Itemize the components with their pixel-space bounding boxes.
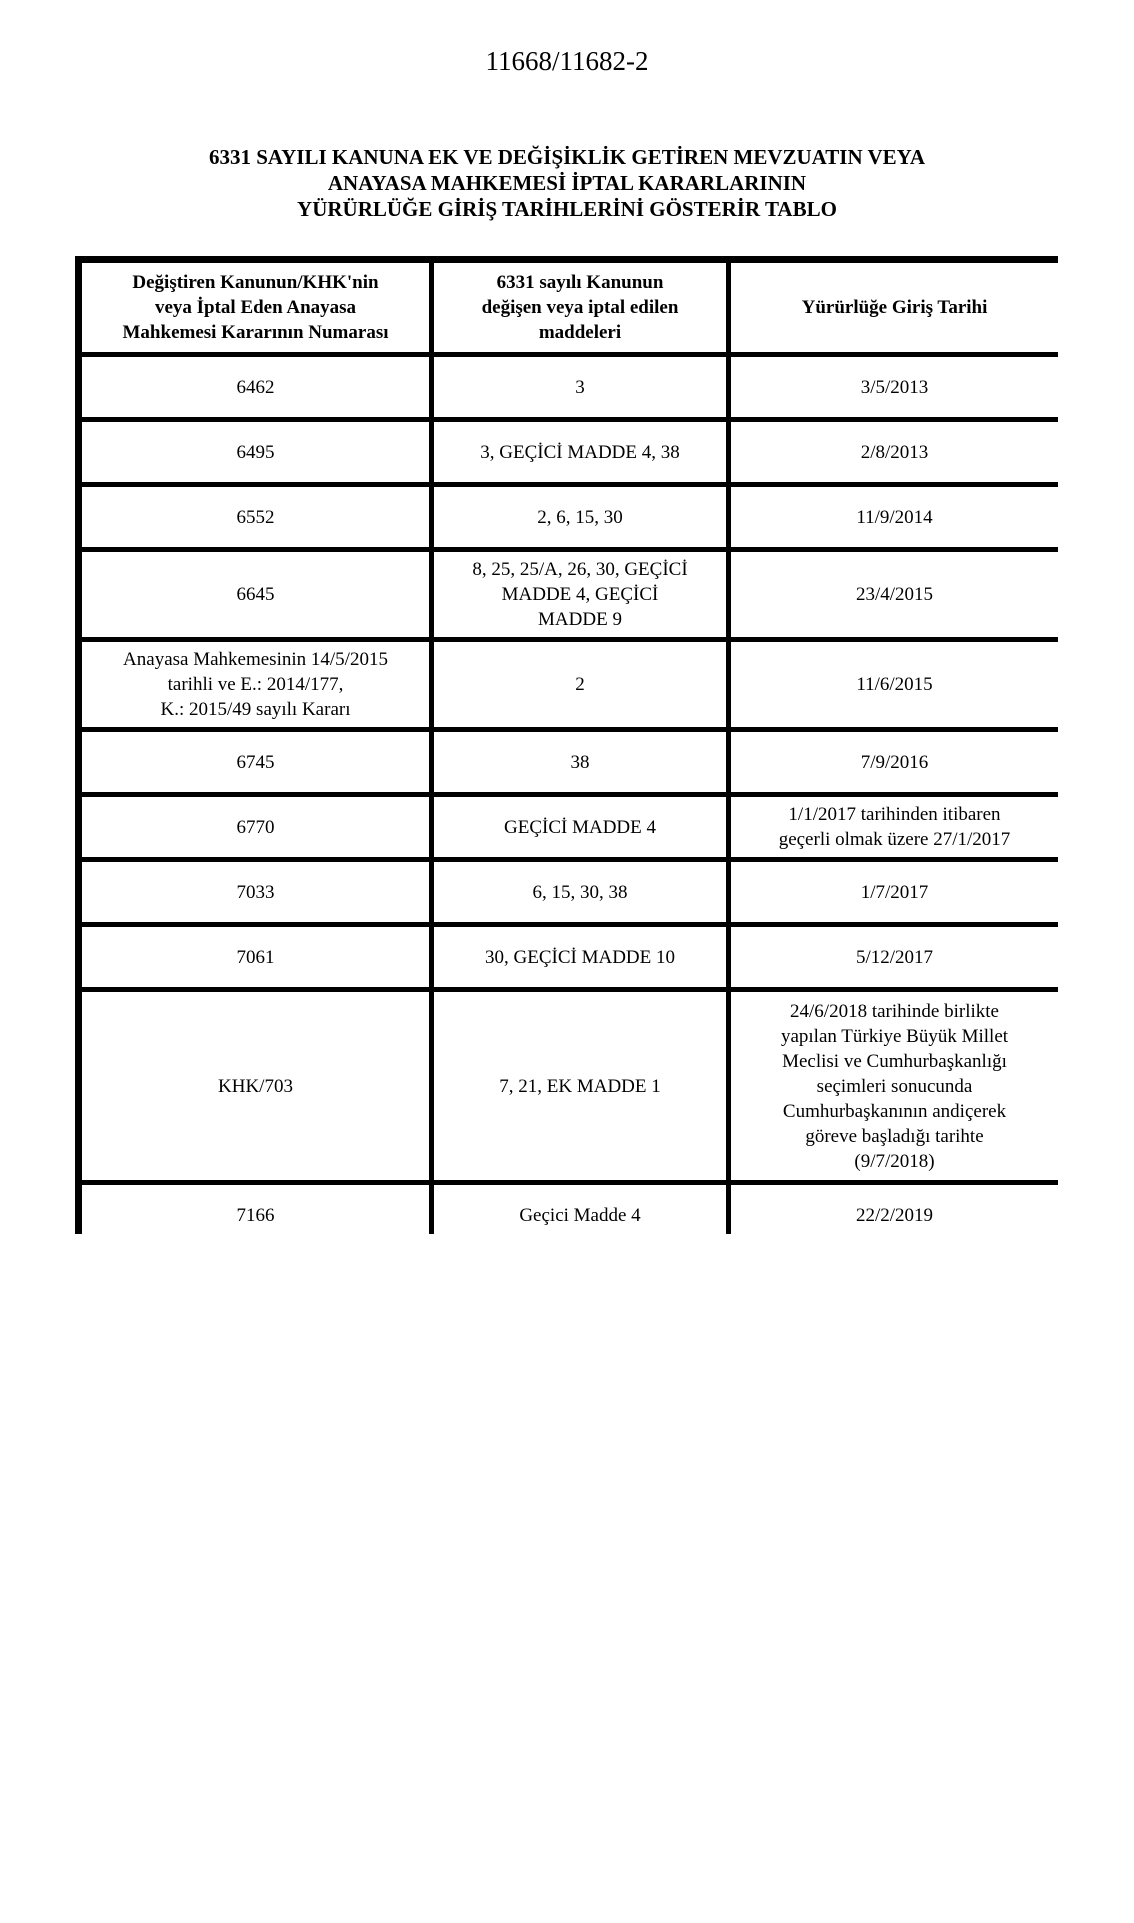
cell-text-line: Meclisi ve Cumhurbaşkanlığı [782, 1050, 1007, 1072]
table-cell-articles [434, 642, 726, 727]
cell-text-line: MADDE 9 [538, 609, 622, 630]
table-cell-articles [434, 797, 726, 857]
cell-text-line: 11/9/2014 [856, 506, 933, 528]
header-cell-effective-date [731, 263, 1058, 352]
cell-text-line: 3/5/2013 [860, 376, 929, 398]
table-cell-effective-date [731, 1185, 1058, 1245]
cell-text-line: seçimleri sonucunda [816, 1075, 973, 1097]
table-cell-effective-date [731, 732, 1058, 792]
cell-text-line: 1/1/2017 tarihinden itibaren [788, 804, 1001, 825]
cell-text-line: 6552 [236, 506, 275, 528]
table-cell-articles [434, 357, 726, 417]
cell-text-line: 1/7/2017 [860, 881, 929, 903]
table-cell-effective-date [731, 487, 1058, 547]
table-cell-effective-date [731, 357, 1058, 417]
cell-text-line: Değiştiren Kanunun/KHK'nin [132, 272, 379, 293]
cell-text-line: 6, 15, 30, 38 [532, 881, 628, 903]
cell-text-line: 22/2/2019 [855, 1204, 934, 1226]
cell-text-line: veya İptal Eden Anayasa [154, 297, 357, 318]
cell-text-line: 6331 sayılı Kanunun [496, 272, 664, 293]
cell-text-line: 6462 [236, 376, 275, 398]
title-line: ANAYASA MAHKEMESİ İPTAL KARARLARININ [327, 171, 807, 195]
cell-text-line: 8, 25, 25/A, 26, 30, GEÇİCİ [472, 559, 688, 580]
cell-text-line: (9/7/2018) [854, 1150, 935, 1172]
table-cell-law-number [82, 862, 429, 922]
effective-dates-table [75, 256, 1058, 1234]
header-cell-articles [434, 263, 726, 352]
cell-text-line: tarihli ve E.: 2014/177, [167, 674, 344, 695]
cell-text-line: 3 [575, 376, 585, 398]
cell-text-line: Yürürlüğe Giriş Tarihi [801, 297, 988, 318]
cell-text-line: 6770 [236, 816, 275, 838]
table-cell-articles [434, 992, 726, 1180]
cell-text-line: Cumhurbaşkanının andiçerek [782, 1100, 1007, 1122]
table-cell-law-number [82, 642, 429, 727]
title-line: 6331 SAYILI KANUNA EK VE DEĞİŞİKLİK GETİREN MEVZUATIN VEYA [208, 145, 926, 169]
table-cell-effective-date [731, 642, 1058, 727]
cell-text-line: yapılan Türkiye Büyük Millet [780, 1025, 1009, 1047]
cell-text-line: 30, GEÇİCİ MADDE 10 [485, 946, 675, 968]
title-line: YÜRÜRLÜĞE GİRİŞ TARİHLERİNİ GÖSTERİR TABLO [297, 197, 837, 221]
cell-text-line: 2/8/2013 [860, 441, 929, 463]
table-cell-law-number [82, 797, 429, 857]
table-cell-law-number [82, 357, 429, 417]
cell-text-line: 2, 6, 15, 30 [537, 506, 623, 528]
cell-text-line: 6745 [236, 751, 275, 773]
table-cell-articles [434, 552, 726, 637]
cell-text-line: 24/6/2018 tarihinde birlikte [790, 1000, 999, 1022]
table-cell-articles [434, 862, 726, 922]
table-cell-law-number [82, 487, 429, 547]
table-cell-articles [434, 732, 726, 792]
table-cell-law-number [82, 992, 429, 1180]
table-cell-effective-date [731, 927, 1058, 987]
cell-text-line: göreve başladığı tarihte [805, 1125, 984, 1147]
table-cell-articles [434, 1185, 726, 1245]
cell-text-line: 7061 [236, 946, 275, 968]
table-cell-law-number [82, 552, 429, 637]
table-cell-effective-date [731, 862, 1058, 922]
cell-text-line: K.: 2015/49 sayılı Kararı [160, 699, 351, 720]
cell-text-line: GEÇİCİ MADDE 4 [504, 816, 656, 838]
table-cell-effective-date [731, 552, 1058, 637]
cell-text-line: 6645 [236, 584, 275, 605]
table-cell-effective-date [731, 422, 1058, 482]
cell-text-line: 23/4/2015 [855, 584, 934, 605]
cell-text-line: KHK/703 [218, 1075, 293, 1097]
cell-text-line: 7/9/2016 [860, 751, 929, 773]
table-cell-articles [434, 487, 726, 547]
cell-text-line: 2 [575, 674, 585, 695]
cell-text-line: 7033 [236, 881, 275, 903]
table-cell-law-number [82, 1185, 429, 1245]
cell-text-line: değişen veya iptal edilen [481, 297, 679, 318]
table-cell-articles [434, 422, 726, 482]
table-cell-articles [434, 927, 726, 987]
table-cell-law-number [82, 927, 429, 987]
cell-text-line: 6495 [236, 441, 275, 463]
cell-text-line: Mahkemesi Kararının Numarası [122, 322, 389, 343]
cell-text-line: maddeleri [538, 322, 622, 343]
cell-text-line: 5/12/2017 [855, 946, 934, 968]
cell-text-line: 7166 [236, 1204, 275, 1226]
cell-text-line: 38 [570, 751, 590, 773]
cell-text-line: MADDE 4, GEÇİCİ [501, 584, 659, 605]
document-title [0, 144, 1134, 222]
table-cell-law-number [82, 422, 429, 482]
cell-text-line: geçerli olmak üzere 27/1/2017 [778, 829, 1011, 850]
cell-text-line: 3, GEÇİCİ MADDE 4, 38 [480, 441, 680, 463]
cell-text-line: Geçici Madde 4 [519, 1204, 641, 1226]
table-cell-law-number [82, 732, 429, 792]
table-cell-effective-date [731, 797, 1058, 857]
document-number: 11668/11682-2 [485, 46, 649, 76]
cell-text-line: Anayasa Mahkemesinin 14/5/2015 [123, 649, 388, 670]
header-cell-law-number [82, 263, 429, 352]
cell-text-line: 7, 21, EK MADDE 1 [499, 1075, 661, 1097]
cell-text-line: 11/6/2015 [856, 674, 933, 695]
table-cell-effective-date [731, 992, 1058, 1180]
